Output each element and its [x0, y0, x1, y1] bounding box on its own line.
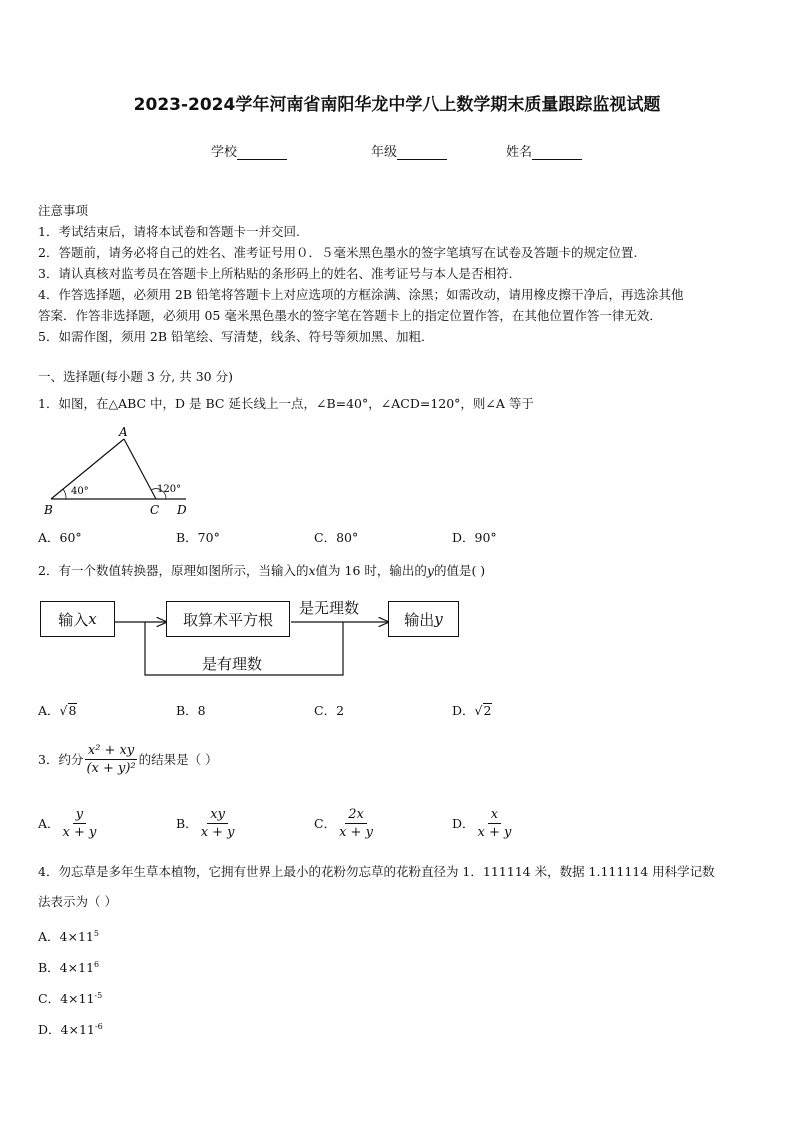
option-base: C．4×11 — [38, 991, 95, 1007]
q3-prefix: 3．约分 — [38, 751, 84, 767]
q2-option-c[interactable]: C．2 — [314, 703, 345, 718]
name-field — [506, 141, 582, 160]
note-item: 2．答题前，请务必将自己的姓名、准考证号用０．５毫米黑色墨水的签字笔填写在试卷及答题卡的规定位置. — [38, 245, 638, 260]
q3-option-d[interactable] — [452, 806, 514, 841]
notes-heading: 注意事项 — [38, 203, 89, 218]
flow-input-var: x — [88, 610, 97, 628]
option-label: A． — [38, 815, 60, 831]
school-label: 学校 — [211, 145, 238, 160]
option-exponent: 5 — [93, 929, 99, 938]
fraction-numerator: 2x — [345, 806, 367, 824]
option-exponent: -6 — [94, 1022, 103, 1031]
flow-process-box: 取算术平方根 — [166, 601, 290, 637]
grade-field — [371, 141, 447, 160]
question-2-text — [38, 563, 485, 579]
vertex-c-label: C — [150, 503, 160, 517]
option-base: B．4×11 — [38, 960, 95, 976]
flow-output-box — [388, 601, 459, 637]
triangle-figure — [36, 424, 206, 519]
angle-b-label: 40° — [71, 486, 89, 497]
option-exponent: 6 — [94, 960, 100, 969]
fraction-denominator: x + y — [200, 825, 235, 840]
q3-fraction — [83, 742, 138, 777]
q2-text-part: 的值是( ) — [433, 563, 486, 578]
school-blank — [237, 147, 287, 160]
option-label: B． — [176, 815, 198, 831]
point-d-label: D — [177, 503, 187, 517]
option-label: A． — [38, 703, 60, 718]
fraction-numerator: x² + xy — [85, 742, 137, 760]
note-item: 答案．作答非选择题，必须用 05 毫米黑色墨水的签字笔在答题卡上的指定位置作答，在其他位置作答一律无效． — [38, 308, 662, 323]
note-item: 4．作答选择题，必须用 2B 铅笔将答题卡上对应选项的方框涂满、涂黑；如需改动，请用橡皮擦干净后，再选涂其他 — [38, 287, 684, 302]
page-title: 2023-2024学年河南省南阳华龙中学八上数学期末质量跟踪监视试题 — [133, 95, 661, 115]
grade-label: 年级 — [371, 145, 398, 160]
question-3-text — [38, 742, 218, 777]
flow-rational-label: 是有理数 — [202, 655, 263, 673]
option-base: A．4×11 — [38, 929, 94, 945]
option-fraction — [60, 806, 100, 841]
flow-output-var: y — [434, 610, 443, 628]
fraction-denominator: x + y — [477, 825, 512, 840]
q1-option-d[interactable]: D．90° — [452, 530, 497, 545]
question-4-text-cont: 法表示为（ ） — [38, 894, 117, 909]
radicand: 2 — [483, 703, 492, 718]
name-blank — [532, 147, 582, 160]
flow-output-label: 输出 — [404, 610, 435, 629]
q4-option-a[interactable] — [38, 926, 99, 945]
q2-option-d[interactable]: D．√2 — [452, 703, 492, 718]
note-item: 5．如需作图，须用 2B 铅笔绘、写清楚，线条、符号等须加黑、加粗． — [38, 329, 434, 344]
q3-suffix: 的结果是（ ） — [138, 751, 218, 767]
fraction-denominator: (x + y)² — [86, 761, 136, 776]
fraction-denominator: x + y — [339, 825, 373, 840]
q4-option-b[interactable] — [38, 957, 99, 976]
q1-option-b[interactable]: B．70° — [176, 530, 220, 545]
section-heading: 一、选择题(每小题 3 分, 共 30 分) — [38, 369, 233, 384]
angle-c-label: 120° — [157, 484, 182, 495]
q3-option-a[interactable] — [38, 806, 99, 841]
q2-text-part: 值为 16 时，输出的 — [315, 563, 427, 578]
fraction-numerator: xy — [207, 806, 228, 824]
q4-option-c[interactable] — [38, 988, 102, 1007]
q2-option-a[interactable]: A．√8 — [38, 703, 77, 718]
q3-option-b[interactable] — [176, 806, 238, 841]
q2-text-part: 2．有一个数值转换器，原理如图所示，当输入的 — [38, 563, 309, 578]
flow-irrational-label: 是无理数 — [299, 599, 360, 617]
question-1-text: 1．如图，在△ABC 中，D 是 BC 延长线上一点，∠B=40°，∠ACD=120°，则∠A 等于 — [38, 396, 534, 411]
question-4-text: 4．勿忘草是多年生草本植物，它拥有世界上最小的花粉勿忘草的花粉直径为 1．111114 米，数据 1.111114 用科学记数 — [38, 864, 715, 879]
option-base: D．4×11 — [38, 1022, 95, 1038]
flow-input-box — [40, 601, 115, 637]
option-fraction — [198, 806, 238, 841]
fraction-numerator: y — [73, 806, 86, 824]
vertex-b-label: B — [44, 503, 53, 517]
option-label: D． — [452, 703, 475, 718]
note-item: 3．请认真核对监考员在答题卡上所粘贴的条形码上的姓名、准考证号与本人是否相符. — [38, 266, 513, 281]
fraction-numerator: x — [488, 806, 501, 824]
option-fraction — [475, 806, 515, 841]
flow-input-label: 输入 — [58, 610, 89, 629]
option-label: D． — [452, 815, 475, 831]
q2-option-b[interactable]: B．8 — [176, 703, 206, 718]
option-exponent: -5 — [94, 991, 103, 1000]
note-item: 1．考试结束后，请将本试卷和答题卡一并交回. — [38, 224, 300, 239]
option-fraction — [336, 806, 376, 841]
grade-blank — [397, 147, 447, 160]
school-field — [211, 141, 287, 160]
fraction-denominator: x + y — [62, 825, 97, 840]
option-label: C． — [314, 815, 337, 831]
radicand: 8 — [68, 703, 77, 718]
q3-option-c[interactable] — [314, 806, 376, 841]
q2-var-x: x — [308, 563, 316, 578]
q2-var-y: y — [426, 563, 434, 578]
q1-option-c[interactable]: C．80° — [314, 530, 359, 545]
name-label: 姓名 — [506, 145, 533, 160]
q4-option-d[interactable] — [38, 1019, 103, 1038]
vertex-a-label: A — [119, 425, 128, 439]
q1-option-a[interactable]: A．60° — [38, 530, 82, 545]
